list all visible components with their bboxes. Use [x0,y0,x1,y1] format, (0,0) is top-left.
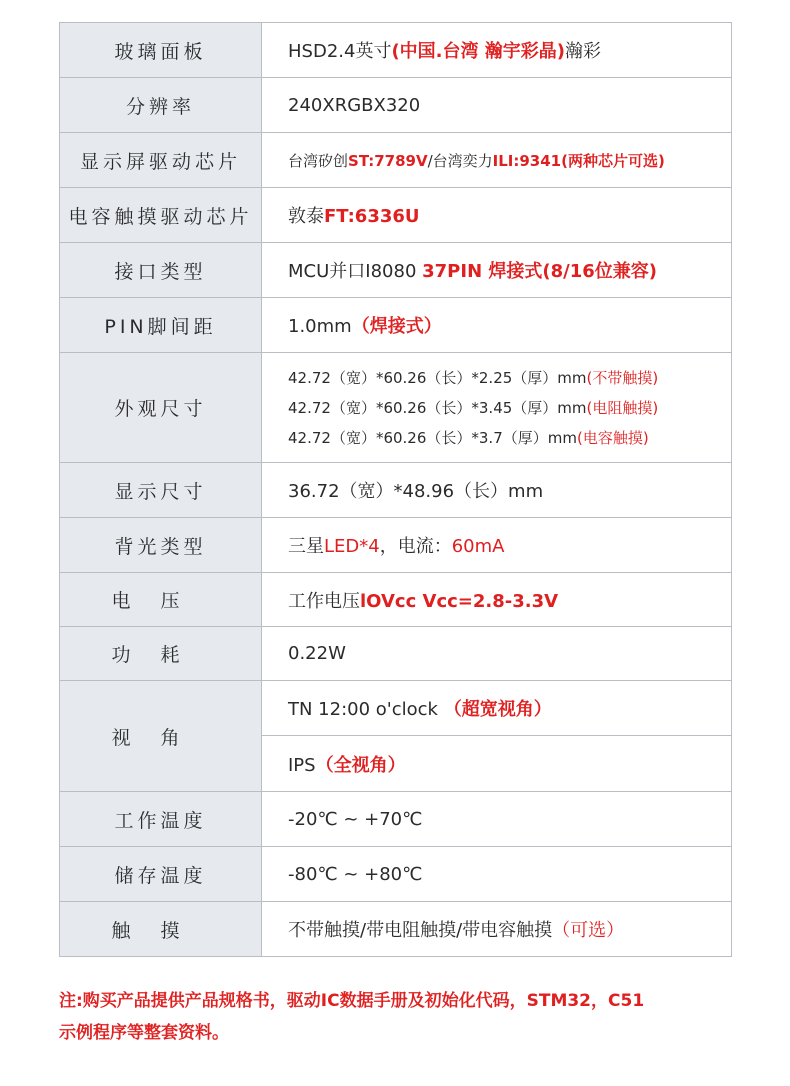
row-label: 储存温度 [60,847,262,902]
row-label: 显示尺寸 [60,463,262,518]
row-value: 不带触摸/带电阻触摸/带电容触摸（可选） [262,902,732,957]
row-label: 显示屏驱动芯片 [60,133,262,188]
spec-table [59,22,732,957]
row-value: 工作电压lOVcc Vcc=2.8-3.3V [262,573,732,627]
row-value: 台湾矽创ST:7789V/台湾奕力ILI:9341(两种芯片可选) [262,133,732,188]
row-label: 触摸 [60,902,262,957]
table-row [60,243,732,298]
table-row [60,78,732,133]
row-label: 背光类型 [60,518,262,573]
row-label: 电容触摸驱动芯片 [60,188,262,243]
row-label: 电压 [60,573,262,627]
row-label: 接口类型 [60,243,262,298]
row-value: IPS（全视角） [262,736,732,792]
row-value: -20℃ ~ +70℃ [262,792,732,847]
table-row [60,188,732,243]
table-row [60,627,732,681]
row-value: 1.0mm（焊接式） [262,298,732,353]
row-value: -80℃ ~ +80℃ [262,847,732,902]
table-row [60,23,732,78]
row-value: HSD2.4英寸(中国.台湾 瀚宇彩晶)瀚彩 [262,23,732,78]
table-row [60,573,732,627]
row-value [262,353,732,463]
footnote-line: 示例程序等整套资料。 [59,1023,229,1043]
table-row [60,518,732,573]
table-row [60,847,732,902]
table-row [60,792,732,847]
row-label: 工作温度 [60,792,262,847]
row-value: 三星LED*4，电流：60mA [262,518,732,573]
footnote [59,985,739,1049]
table-row [60,463,732,518]
table-row [60,298,732,353]
table-row [60,353,732,463]
outline-line: 42.72（宽）*60.26（长）*3.45（厚）mm(电阻触摸) [288,398,659,417]
row-value: 240XRGBX320 [262,78,732,133]
row-value: 36.72（宽）*48.96（长）mm [262,463,732,518]
row-label: 玻璃面板 [60,23,262,78]
row-label: PIN脚间距 [60,298,262,353]
row-label: 外观尺寸 [60,353,262,463]
row-value: TN 12:00 o'clock （超宽视角） [262,681,732,736]
row-value: 敦泰FT:6336U [262,188,732,243]
row-value: MCU并口I8080 37PIN 焊接式(8/16位兼容) [262,243,732,298]
row-label: 视角 [60,681,262,792]
outline-line: 42.72（宽）*60.26（长）*2.25（厚）mm(不带触摸) [288,368,659,387]
table-row [60,902,732,957]
row-label: 功耗 [60,627,262,681]
footnote-line: 注:购买产品提供产品规格书，驱动IC数据手册及初始化代码，STM32，C51 [59,991,645,1011]
row-value: 0.22W [262,627,732,681]
table-row [60,133,732,188]
outline-line: 42.72（宽）*60.26（长）*3.7（厚）mm(电容触摸) [288,428,649,447]
row-label: 分辨率 [60,78,262,133]
table-row [60,681,732,736]
